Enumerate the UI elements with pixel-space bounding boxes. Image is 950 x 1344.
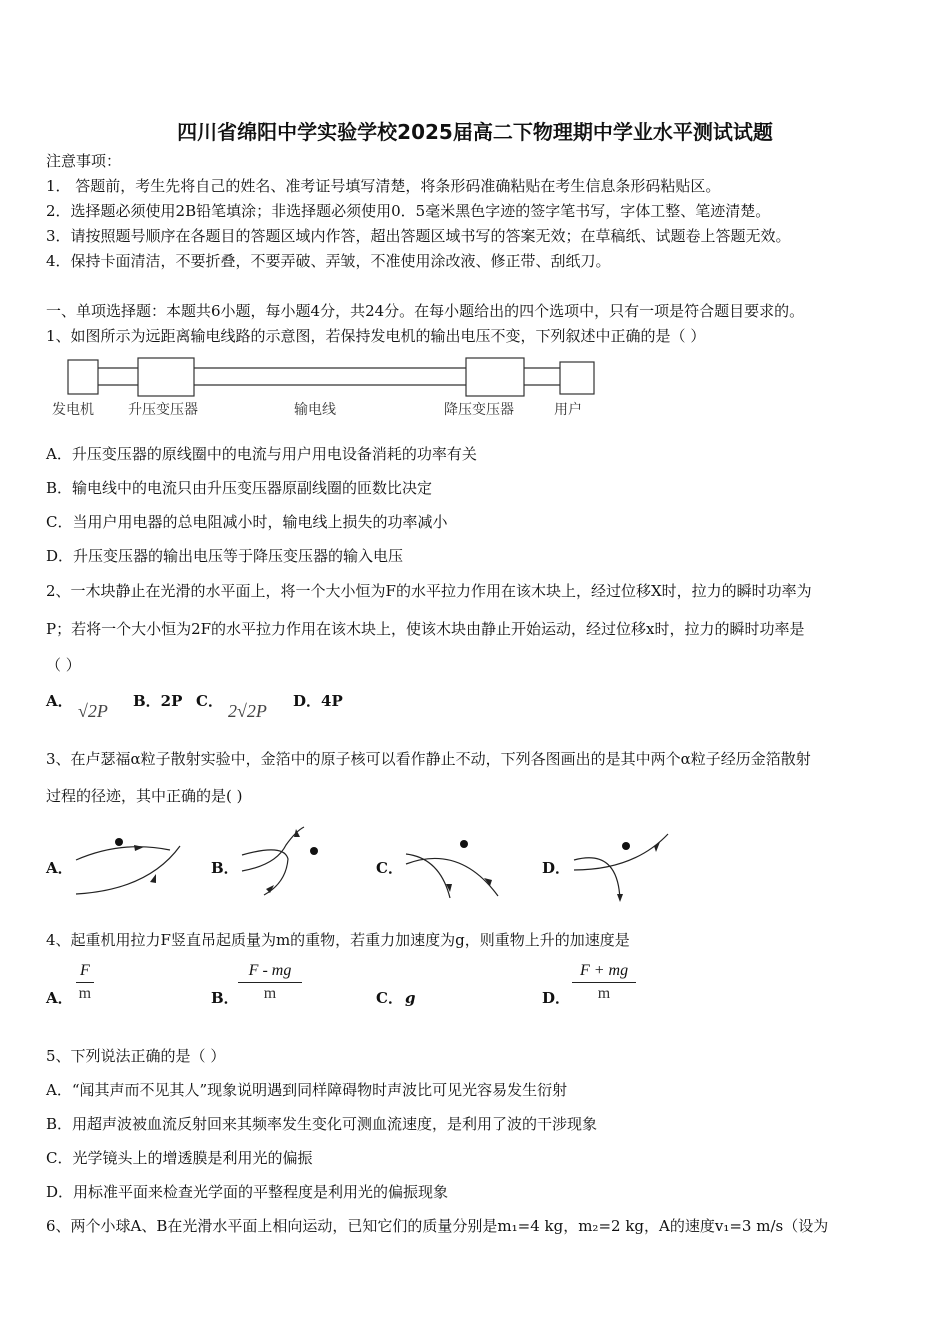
question-2-line: 2、一木块静止在光滑的水平面上，将一个大小恒为F的水平拉力作用在该木块上，经过位移X时，拉力的瞬时功率为 — [46, 582, 812, 600]
label-stepup: 升压变压器 — [128, 402, 198, 418]
label-user: 用户 — [554, 402, 582, 418]
option-d-label: D． — [542, 989, 571, 1007]
question-3-line: 过程的径迹，其中正确的是( ) — [46, 787, 243, 805]
option-a-math: √2P — [78, 701, 108, 721]
option-c-label: C． — [376, 859, 403, 877]
option-c: C．当用户用电器的总电阻减小时，输电线上损失的功率减小 — [46, 513, 448, 531]
scattering-path-b — [236, 825, 336, 900]
label-stepdown: 降压变压器 — [444, 402, 514, 418]
question-1-stem: 1、如图所示为远距离输电线路的示意图，若保持发电机的输出电压不变，下列叙述中正确的是（ ） — [46, 327, 706, 345]
stepup-transformer-box — [138, 358, 194, 396]
option-b: B．输电线中的电流只由升压变压器原副线圈的匝数比决定 — [46, 479, 433, 497]
scattering-path-d — [568, 830, 678, 905]
stepdown-transformer-box — [466, 358, 524, 396]
option-d-label: D． — [542, 859, 571, 877]
label-line: 输电线 — [294, 402, 336, 418]
option-a-label: A． — [46, 859, 73, 877]
option-d: D．用标准平面来检查光学面的平整程度是利用光的偏振现象 — [46, 1183, 449, 1201]
question-3-line: 3、在卢瑟福α粒子散射实验中，金箔中的原子核可以看作静止不动，下列各图画出的是其中两个α粒子经历金箔散射 — [46, 750, 811, 768]
numerator: F - mg — [248, 962, 292, 979]
option-b-label: B． — [211, 859, 239, 877]
option-d: D．升压变压器的输出电压等于降压变压器的输入电压 — [46, 547, 404, 565]
option-c-value: g — [405, 989, 416, 1007]
fraction-f-over-m — [76, 962, 94, 1003]
option-b: B．2P — [133, 692, 183, 710]
notice-heading: 注意事项： — [46, 152, 122, 170]
denominator: m — [597, 985, 611, 1002]
option-c-math: 2√2P — [228, 701, 267, 721]
power-transmission-diagram — [46, 352, 606, 422]
question-6-stem: 6、两个小球A、B在光滑水平面上相向运动，已知它们的质量分别是m₁=4 kg，m₂=2 kg，A的速度v₁=3 m/s（设为 — [46, 1217, 829, 1235]
notice-item: 1． 答题前，考生先将自己的姓名、准考证号填写清楚，将条形码准确粘贴在考生信息条形码粘贴区。 — [46, 177, 721, 195]
option-c: C．光学镜头上的增透膜是利用光的偏振 — [46, 1149, 313, 1167]
question-2-line: （ ） — [46, 656, 81, 674]
option-c-label: C． — [196, 692, 223, 710]
notice-item: 3．请按照题号顺序在各题目的答题区域内作答，超出答题区域书写的答案无效；在草稿纸、试题卷上答题无效。 — [46, 227, 791, 245]
option-d: D．4P — [293, 692, 343, 710]
fraction-f-plus-mg-over-m — [572, 962, 636, 1003]
question-4-stem: 4、起重机用拉力F竖直吊起质量为m的重物，若重力加速度为g，则重物上升的加速度是 — [46, 931, 630, 949]
question-5-stem: 5、下列说法正确的是（ ） — [46, 1047, 226, 1065]
numerator: F + mg — [579, 962, 629, 979]
numerator: F — [80, 962, 90, 979]
notice-item: 2．选择题必须使用2B铅笔填涂；非选择题必须使用0．5毫米黑色字迹的签字笔书写，字体工整、笔迹清楚。 — [46, 202, 771, 220]
generator-box — [68, 360, 98, 394]
option-b: B．用超声波被血流反射回来其频率发生变化可测血流速度，是利用了波的干涉现象 — [46, 1115, 598, 1133]
scattering-path-a — [70, 830, 185, 900]
fraction-f-minus-mg-over-m — [238, 962, 302, 1003]
section-heading: 一、单项选择题：本题共6小题，每小题4分，共24分。在每小题给出的四个选项中，只有一项是符合题目要求的。 — [46, 302, 805, 320]
user-box — [560, 362, 594, 394]
notice-item: 4．保持卡面清洁，不要折叠，不要弄破、弄皱，不准使用涂改液、修正带、刮纸刀。 — [46, 252, 611, 270]
question-2-line: P；若将一个大小恒为2F的水平拉力作用在该木块上，使该木块由静止开始运动，经过位移x时，拉力的瞬时功率是 — [46, 620, 805, 638]
page-title: 四川省绵阳中学实验学校2025届高二下物理期中学业水平测试试题 — [177, 120, 773, 144]
option-c-label: C． — [376, 989, 403, 1007]
scattering-path-c — [400, 830, 510, 905]
option-a-label: A． — [46, 692, 73, 710]
denominator: m — [78, 985, 92, 1002]
option-a-label: A． — [46, 989, 73, 1007]
option-b-label: B． — [211, 989, 239, 1007]
option-a: A．“闻其声而不见其人”现象说明遇到同样障碍物时声波比可见光容易发生衍射 — [46, 1081, 568, 1099]
denominator: m — [263, 985, 277, 1002]
label-generator: 发电机 — [52, 402, 94, 418]
option-a: A．升压变压器的原线圈中的电流与用户用电设备消耗的功率有关 — [46, 445, 477, 463]
